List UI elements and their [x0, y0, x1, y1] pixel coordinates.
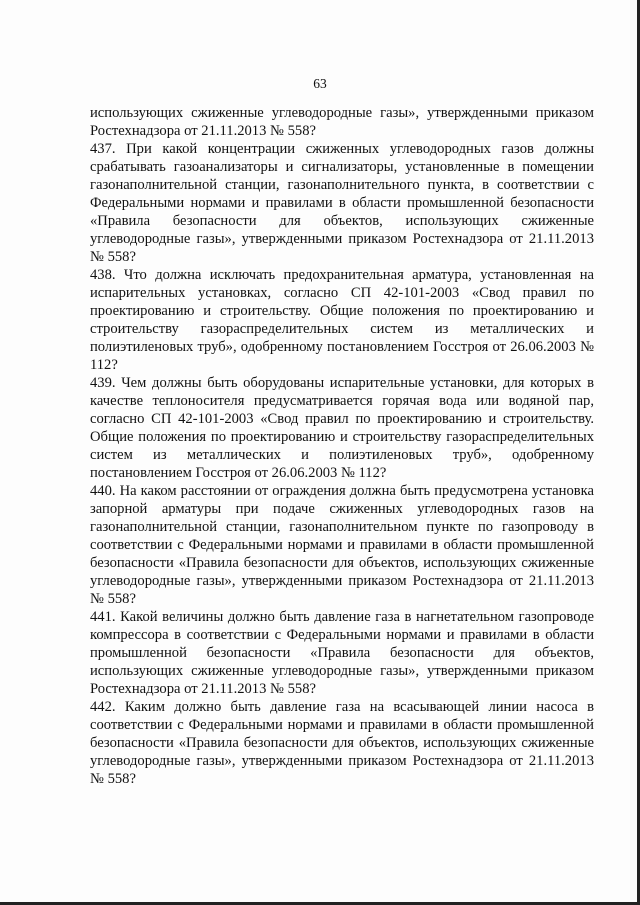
question-438: 438. Что должна исключать предохранительная арматура, установленная на испарительных установках, согласно СП 42-101-2003 «Свод правил по проектированию и строительству. Общие положения по проектированию и строительству газораспределительных систем из металлических и полиэтиленовых труб», одобренному постановлением Госстроя от 26.06.2003 № 112? — [90, 267, 594, 373]
question-439: 439. Чем должны быть оборудованы испарительные установки, для которых в качестве теплоносителя предусматривается горячая вода или водяной пар, согласно СП 42-101-2003 «Свод правил по проектированию и строительству. Общие положения по проектированию и строительству газораспределительных систем из металлических и полиэтиленовых труб», одобренному постановлением Госстроя от 26.06.2003 № 112? — [90, 375, 594, 481]
question-437: 437. При какой концентрации сжиженных углеводородных газов должны срабатывать газоанализаторы и сигнализаторы, установленные в помещении газонаполнительной станции, газонаполнительного пункта, в соответствии с Федеральными нормами и правилами в области промышленной безопасности «Правила безопасности для объектов, использующих сжиженные углеводородные газы», утвержденными приказом Ростехнадзора от 21.11.2013 № 558? — [90, 141, 594, 265]
page-body — [90, 104, 594, 788]
page-number: 63 — [313, 76, 327, 91]
question-441: 441. Какой величины должно быть давление газа в нагнетательном газопроводе компрессора в соответствии с Федеральными нормами и правилами в области промышленной безопасности «Правила безопасности для объектов, использующих сжиженные углеводородные газы», утвержденными приказом Ростехнадзора от 21.11.2013 № 558? — [90, 609, 594, 697]
paragraph-continuation: использующих сжиженные углеводородные газы», утвержденными приказом Ростехнадзора от 21.11.2013 № 558? — [90, 105, 594, 139]
question-440: 440. На каком расстоянии от ограждения должна быть предусмотрена установка запорной арматуры при подаче сжиженных углеводородных газов на газонаполнительной станции, газонаполнительном пункте по газопроводу в соответствии с Федеральными нормами и правилами в области промышленной безопасности «Правила безопасности для объектов, использующих сжиженные углеводородные газы», утвержденными приказом Ростехнадзора от 21.11.2013 № 558? — [90, 483, 594, 607]
question-442: 442. Каким должно быть давление газа на всасывающей линии насоса в соответствии с Федеральными нормами и правилами в области промышленной безопасности «Правила безопасности для объектов, использующих сжиженные углеводородные газы», утвержденными приказом Ростехнадзора от 21.11.2013 № 558? — [90, 699, 594, 787]
